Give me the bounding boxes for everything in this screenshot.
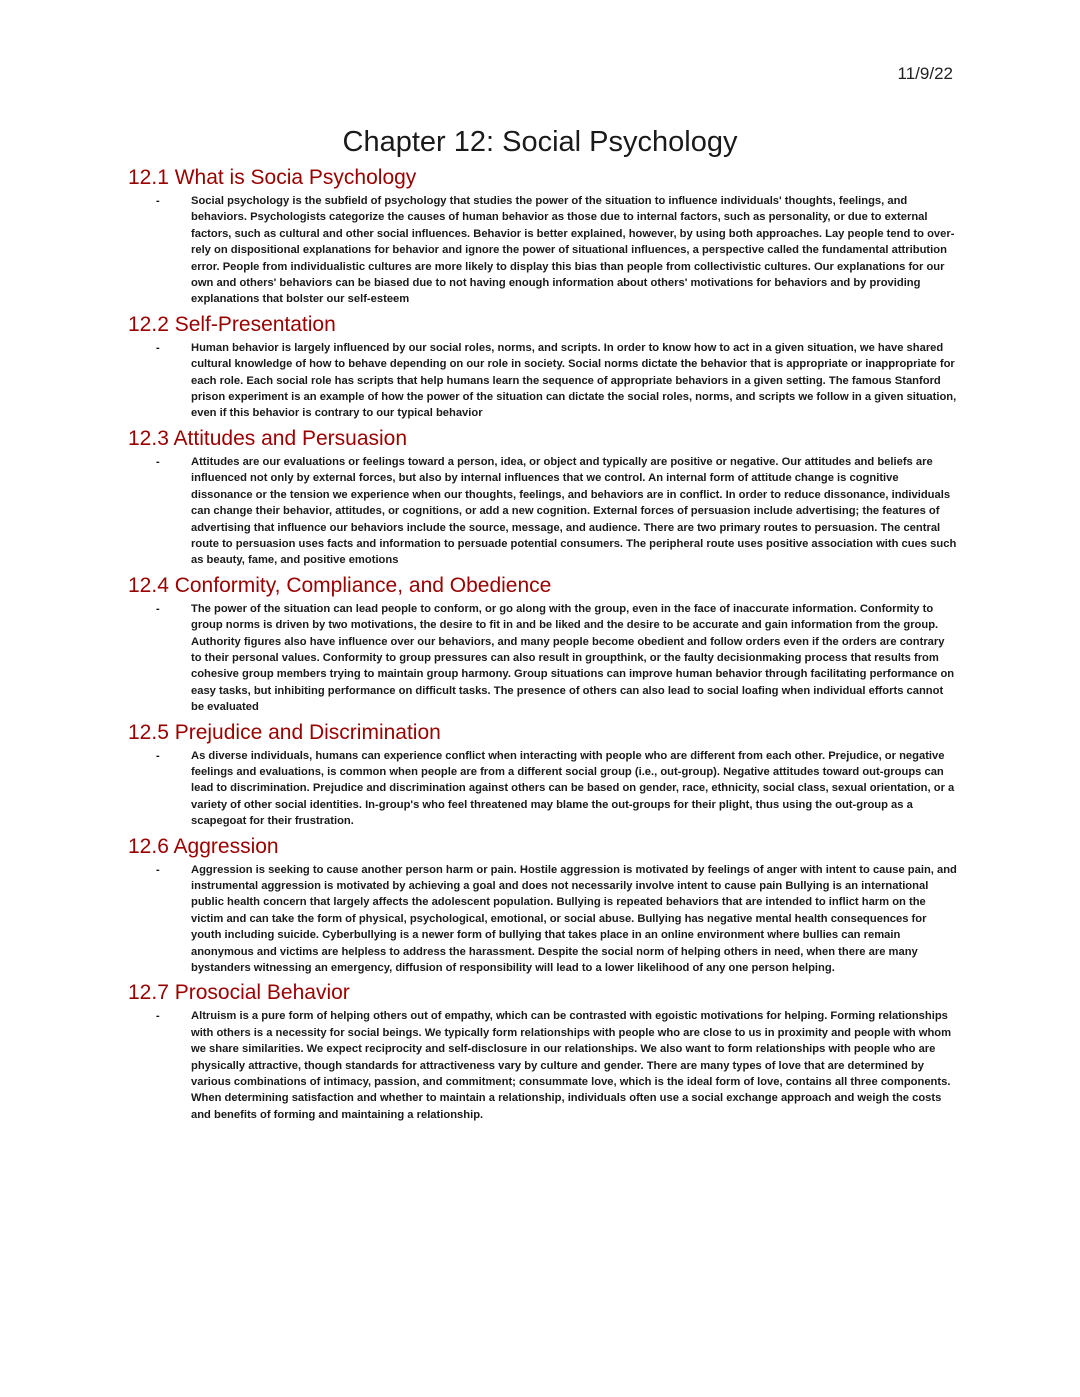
bullet-dash: - bbox=[156, 749, 160, 762]
document-date: 11/9/22 bbox=[897, 64, 953, 83]
section-paragraph: Human behavior is largely influenced by our social roles, norms, and scripts. In order to know how to act in a given situation, we have shared cultural knowledge of how to behave depending on our role in society. Social norms dictate the behavior that is appropriate or inappropriate for each role. Each social role has scripts that help humans learn the sequence of appropriate behaviors in a given setting. The famous Stanford prison experiment is an example of how the power of the situation can dictate the social roles, norms, and scripts we follow in a given situation, even if this behavior is contrary to our typical behavior bbox=[191, 341, 957, 420]
section-heading: 12.2 Self-Presentation bbox=[128, 312, 336, 336]
bullet-dash: - bbox=[156, 863, 160, 876]
bullet-item bbox=[128, 1008, 958, 1123]
section-heading: 12.3 Attitudes and Persuasion bbox=[128, 426, 408, 450]
section-heading: 12.6 Aggression bbox=[128, 834, 279, 858]
bullet-item bbox=[128, 862, 958, 977]
section-12-2 bbox=[128, 312, 958, 422]
section-paragraph: The power of the situation can lead people to conform, or go along with the group, even in the face of inaccurate information. Conformity to group norms is driven by two motivations, the desire to fit in and be liked and the desire to be accurate and gain information from the group. Authority figures also have influence over our behaviors, and many people become obedient and follow orders even if the orders are contrary to their personal values. Conformity to group pressures can also result in groupthink, or the faulty decisionmaking process that results from cohesive group members trying to maintain group harmony. Group situations can improve human behavior through facilitating performance on easy tasks, but inhibiting performance on difficult tasks. The presence of others can also lead to social loafing when individual efforts cannot be evaluated bbox=[191, 602, 955, 714]
bullet-dash: - bbox=[156, 602, 160, 615]
section-12-4 bbox=[128, 573, 958, 716]
section-12-7 bbox=[128, 980, 958, 1123]
section-heading: 12.4 Conformity, Compliance, and Obedience bbox=[128, 573, 552, 597]
bullet-dash: - bbox=[156, 341, 160, 354]
section-12-3 bbox=[128, 426, 958, 569]
bullet-item bbox=[128, 601, 958, 716]
bullet-dash: - bbox=[156, 455, 160, 468]
bullet-item bbox=[128, 454, 958, 569]
section-paragraph: Social psychology is the subfield of psychology that studies the power of the situation to influence individuals' thoughts, feelings, and behaviors. Psychologists categorize the causes of human behavior as those due to internal factors, such as personality, or due to external factors, such as cultural and other social influences. Behavior is better explained, however, by using both approaches. Lay people tend to over-rely on dispositional explanations for behavior and ignore the power of situational influences, a perspective called the fundamental attribution error. People from individualistic cultures are more likely to display this bias than people from collectivistic cultures. Our explanations for our own and others' behaviors can be biased due to not having enough information about others' motivations for behaviors and by providing explanations that bolster our self-esteem bbox=[191, 195, 955, 306]
section-heading: 12.5 Prejudice and Discrimination bbox=[128, 720, 441, 744]
bullet-item bbox=[128, 340, 958, 422]
section-heading: 12.7 Prosocial Behavior bbox=[128, 981, 350, 1005]
section-heading: 12.1 What is Socia Psychology bbox=[128, 166, 417, 189]
section-paragraph: As diverse individuals, humans can experience conflict when interacting with people who are different from each other. Prejudice, or negative feelings and evaluations, is common when people are from a different social group (i.e., out-group). Negative attitudes toward out-groups can lead to discrimination. Prejudice and discrimination against others can be based on gender, race, ethnicity, social class, sexual orientation, or a variety of other social identities. In-group's who feel threatened may blame the out-groups for their plight, thus using the out-group as a scapegoat for their frustration. bbox=[191, 749, 955, 828]
bullet-dash: - bbox=[156, 195, 160, 207]
section-paragraph: Aggression is seeking to cause another person harm or pain. Hostile aggression is motivated by feelings of anger with intent to cause pain, and instrumental aggression is motivated by achieving a goal and does not necessarily involve intent to cause pain Bullying is an international public health concern that largely affects the adolescent population. Bullying is repeated behaviors that are intended to inflict harm on the victim and can take the form of physical, psychological, emotional, or social abuse. Bullying has negative mental health consequences for youth including suicide. Cyberbullying is a newer form of bullying that takes place in an online environment where bullies can remain anonymous and victims are helpless to address the harassment. Despite the social norm of helping others in need, when there are many bystanders witnessing an emergency, diffusion of responsibility will lead to a lower likelihood of any one person helping. bbox=[191, 863, 957, 975]
section-12-1 bbox=[128, 165, 958, 308]
section-12-6 bbox=[128, 834, 958, 977]
section-paragraph: Attitudes are our evaluations or feelings toward a person, idea, or object and typically are positive or negative. Our attitudes and beliefs are influenced not only by external forces, but also by internal influences that we control. An internal form of attitude change is cognitive dissonance or the tension we experience when our thoughts, feelings, and behaviors are in conflict. In order to reduce dissonance, individuals can change their behavior, attitudes, or cognitions, or add a new cognition. External forces of persuasion include advertising; the features of advertising that influence our behaviors include the source, message, and audience. There are two primary routes to persuasion. The central route to persuasion uses facts and information to persuade potential consumers. The peripheral route uses positive association with cues such as beauty, fame, and positive emotions bbox=[191, 455, 957, 567]
section-paragraph: Altruism is a pure form of helping others out of empathy, which can be contrasted with egoistic motivations for helping. Forming relationships with others is a necessity for social beings. We typically form relationships with people who are close to us in proximity and people with whom we share similarities. We expect reciprocity and self-disclosure in our relationships. We also want to form relationships with people who are physically attractive, though standards for attractiveness vary by culture and gender. There are many types of love that are determined by various combinations of intimacy, passion, and commitment; consummate love, which is the ideal form of love, contains all three components. When determining satisfaction and whether to maintain a relationship, individuals often use a social exchange approach and weigh the costs and benefits of forming and maintaining a relationship. bbox=[191, 1010, 952, 1121]
bullet-item bbox=[128, 748, 958, 830]
section-12-5 bbox=[128, 720, 958, 830]
bullet-item bbox=[128, 193, 958, 308]
bullet-dash: - bbox=[156, 1010, 160, 1023]
page-title: Chapter 12: Social Psychology bbox=[342, 126, 738, 158]
document-body bbox=[128, 165, 958, 1127]
